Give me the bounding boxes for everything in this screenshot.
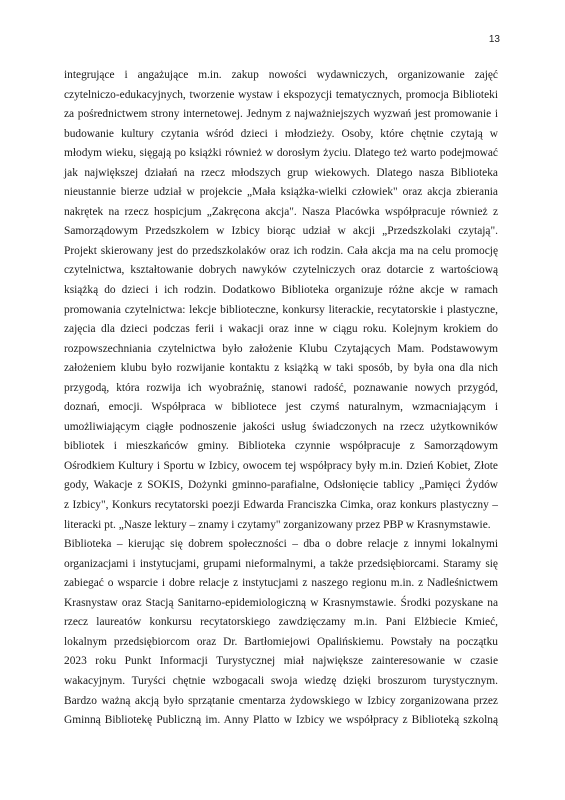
text-line: rozpowszechniania czytelnictwa było założenie Klubu Czytających Mam. Podstawowym bbox=[64, 342, 498, 355]
text-line: książką do dzieci i ich rodzin. Dodatkowo Biblioteka organizuje różne akcje w ramach bbox=[64, 284, 498, 297]
text-line: Projekt skierowany jest do przedszkolaków oraz ich rodzin. Cała akcja ma na celu promocję bbox=[64, 244, 498, 257]
text-line: Samorządowym Przedszkolem w Izbicy biorąc udział w akcji „Przedszkolaki czytają". bbox=[64, 225, 498, 238]
text-line: Ośrodkiem Kultury i Sportu w Izbicy, owocem tej współpracy były m.in. Dzień Kobiet, Złote bbox=[64, 459, 498, 472]
text-line: lokalnym przedsiębiorcom oraz Dr. Bartłomiejowi Opalińskiemu. Powstały na początku bbox=[64, 635, 498, 648]
text-line: organizacjami i instytucjami, grupami nieformalnymi, a także przedsiębiorcami. Staramy się bbox=[64, 557, 498, 570]
text-line: Biblioteka – kierując się dobrem społeczności – dba o dobre relacje z innymi lokalnymi bbox=[64, 538, 498, 551]
text-line: przygodą, która rozwija ich wyobraźnię, stanowi radość, poznawanie nowych przygód, bbox=[64, 381, 498, 394]
text-line: z Izbicy", Konkurs recytatorski poezji Edwarda Franciszka Cimka, oraz konkurs plastyczny – bbox=[64, 499, 498, 512]
text-line: doznań, emocji. Współpraca w bibliotece jest czymś naturalnym, wzmacniającym i bbox=[64, 401, 498, 414]
text-line: umożliwiającym ciągłe podnoszenie jakości usług świadczonych na rzecz użytkowników bbox=[64, 420, 498, 433]
text-line: nieustannie bierze udział w projekcie „Mała książka-wielki człowiek" oraz akcja zbierania bbox=[64, 186, 498, 199]
text-line: zabiegać o wsparcie i dobre relacje z instytucjami z naszego regionu m.in. z Nadleśnictwem bbox=[64, 577, 498, 590]
text-line: rzecz laureatów konkursu recytatorskiego zawdzięczamy m.in. Pani Elżbiecie Kmieć, bbox=[64, 616, 498, 629]
text-line: wakacyjnym. Turyści chętnie wzbogacali swoja wiedzę dzięki broszurom turystycznym. bbox=[64, 674, 498, 687]
text-line: promowania czytelnictwa: lekcje biblioteczne, konkursy literackie, recytatorskie i plastyczne, bbox=[64, 303, 498, 316]
body-text bbox=[64, 66, 498, 731]
text-line: zajęcia dla dzieci podczas ferii i wakacji oraz inne w ciągu roku. Kolejnym krokiem do bbox=[64, 323, 498, 336]
text-line: integrujące i angażujące m.in. zakup nowości wydawniczych, organizowanie zajęć bbox=[64, 69, 498, 81]
text-line: młodym wieku, sięgają po książki również w dorosłym życiu. Dlatego też warto podejmować bbox=[64, 147, 498, 160]
text-line: Bardzo ważną akcją było sprzątanie cmentarza żydowskiego w Izbicy zorganizowana przez bbox=[64, 694, 498, 707]
text-line: Gminną Bibliotekę Publiczną im. Anny Platto w Izbicy we współpracy z Biblioteką szkolną bbox=[64, 714, 498, 727]
page-number: 13 bbox=[488, 34, 500, 45]
text-line: nakrętek na rzecz hospicjum „Zakręcona akcja". Nasza Placówka współpracuje również z bbox=[64, 205, 498, 218]
text-line: gody, Wakacje z SOKIS, Dożynki gminno-parafialne, Odsłonięcie tablicy „Pamięci Żydów bbox=[64, 479, 498, 492]
text-line: budowanie kultury czytania wśród dzieci i młodzieży. Osoby, które chętnie czytają w bbox=[64, 127, 498, 140]
text-line: bibliotek i mieszkańców gminy. Biblioteka czynnie współpracuje z Samorządowym bbox=[64, 440, 498, 453]
text-line: literacki pt. „Nasze lektury – znamy i czytamy" zorganizowany przez PBP w Krasnymstawie. bbox=[64, 518, 491, 531]
text-line: jak największej działań na rzecz młodszych grup wiekowych. Dlatego nasza Biblioteka bbox=[64, 166, 498, 179]
text-line: czytelniczo-edukacyjnych, tworzenie wystaw i ekspozycji tematycznych, promocja Biblioteki bbox=[64, 88, 498, 101]
text-line: 2023 roku Punkt Informacji Turystycznej miał największe zainteresowanie w czasie bbox=[64, 655, 498, 668]
text-line: Krasnystaw oraz Stacją Sanitarno-epidemiologiczną w Krasnymstawie. Środki pozyskane na bbox=[64, 596, 498, 609]
text-line: czytelnictwa, kształtowanie dobrych nawyków czytelniczych oraz dotarcie z wartościową bbox=[64, 264, 498, 277]
text-line: za pośrednictwem strony internetowej. Jednym z najważniejszych wyzwań jest promowanie i bbox=[64, 108, 498, 121]
text-line: założeniem klubu było rozwijanie kontaktu z książką w taki sposób, by była ona dla nich bbox=[64, 362, 498, 375]
